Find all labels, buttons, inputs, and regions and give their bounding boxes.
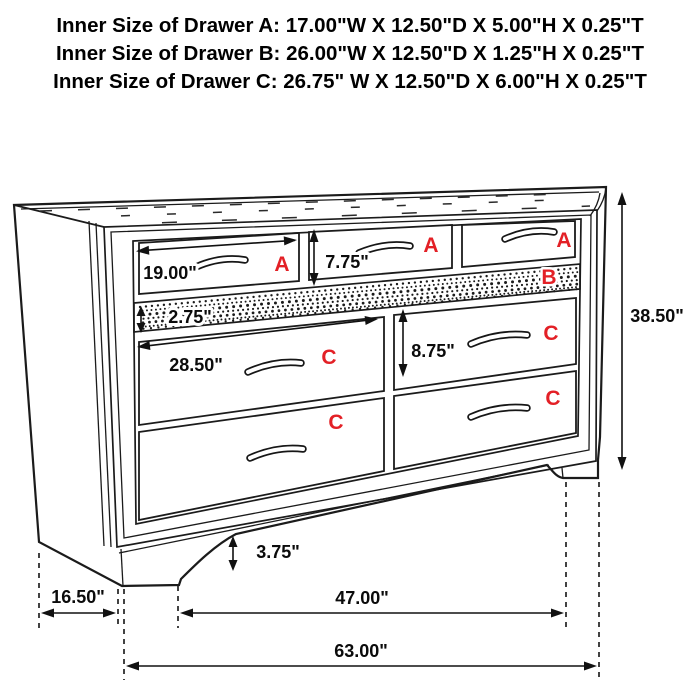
dim-label-strip-height: 2.75" [168,307,212,327]
part-label-c: C [328,411,344,434]
spec-line-drawer-a: Inner Size of Drawer A: 17.00"W X 12.50"D X 5.00"H X 0.25"T [56,14,644,37]
part-label-b: B [541,266,557,289]
dim-label-overall-width: 63.00" [334,641,388,661]
part-label-c: C [321,346,337,369]
part-label-a: A [423,234,439,257]
dim-label-drawer-c-height: 8.75" [411,341,455,361]
dim-label-drawer-a-width: 19.00" [143,263,197,283]
spec-line-drawer-b: Inner Size of Drawer B: 26.00"W X 12.50"D X 1.25"H X 0.25"T [55,42,645,65]
spec-line-drawer-c: Inner Size of Drawer C: 26.75" W X 12.50"D X 6.00"H X 0.25"T [53,70,647,93]
part-label-a: A [274,253,290,276]
dim-label-inner-leg-span: 47.00" [335,588,389,608]
dim-label-drawer-c-width: 28.50" [169,355,223,375]
part-label-c: C [545,387,561,410]
dim-label-top-drawer-height: 7.75" [325,252,369,272]
dim-label-leg-height: 3.75" [256,542,300,562]
dim-label-overall-height: 38.50" [630,306,684,326]
dim-label-side-depth: 16.50" [51,587,105,607]
part-label-c: C [543,322,559,345]
part-label-a: A [556,229,572,252]
